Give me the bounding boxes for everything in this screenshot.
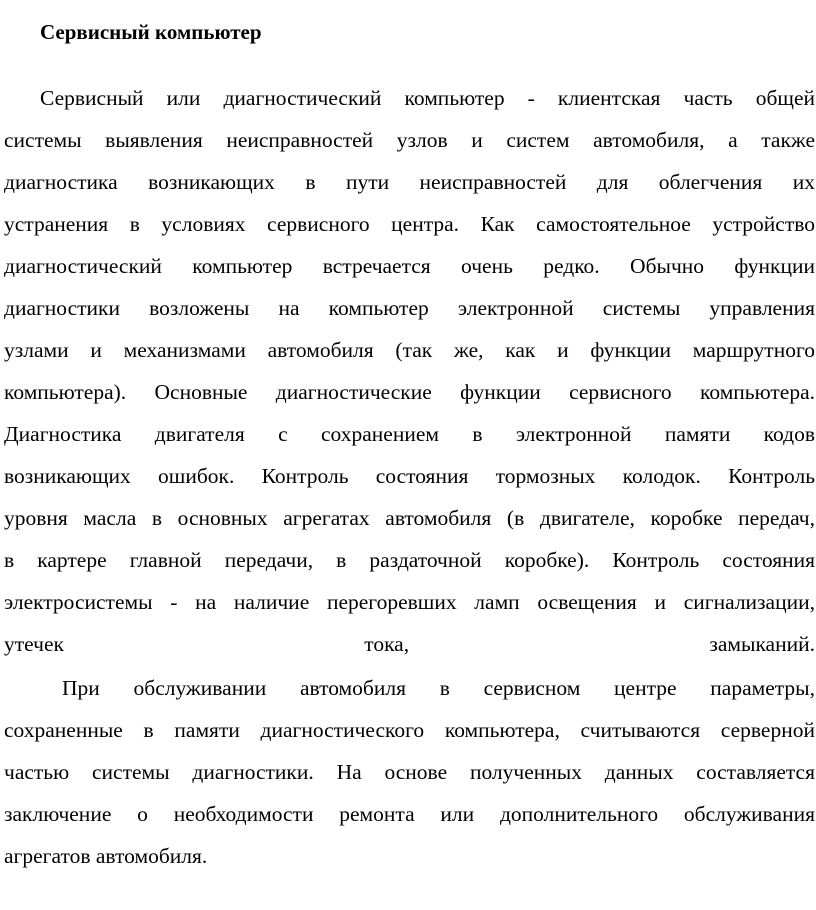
paragraph-1-line-12: в картере главной передачи, в раздаточной коробке). Контроль состояния [4, 548, 815, 572]
paragraph-1-line-4: устранения в условиях сервисного центра. Как самостоятельное устройство [4, 212, 815, 236]
paragraph-1-line-11: уровня масла в основных агрегатах автомобиля (в двигателе, коробке передач, [4, 506, 815, 530]
paragraph-1-line-8: компьютера). Основные диагностические функции сервисного компьютера. [4, 380, 815, 404]
paragraph-2-line-4: заключение о необходимости ремонта или дополнительного обслуживания [4, 802, 815, 826]
paragraph-1-line-3: диагностика возникающих в пути неисправностей для облегчения их [4, 170, 815, 194]
paragraph-1-line-14: утечек тока, замыканий. [4, 632, 815, 656]
paragraph-1-line-2: системы выявления неисправностей узлов и систем автомобиля, а также [4, 128, 815, 152]
paragraph-2-line-1: При обслуживании автомобиля в сервисном центре параметры, [62, 676, 815, 700]
paragraph-1-line-13: электросистемы - на наличие перегоревших ламп освещения и сигнализации, [4, 590, 815, 614]
paragraph-1-line-10: возникающих ошибок. Контроль состояния тормозных колодок. Контроль [4, 464, 815, 488]
paragraph-1-line-5: диагностический компьютер встречается очень редко. Обычно функции [4, 254, 815, 278]
paragraph-2-line-2: сохраненные в памяти диагностического компьютера, считываются серверной [4, 718, 815, 742]
paragraph-2-line-5: агрегатов автомобиля. [4, 844, 208, 868]
paragraph-2-line-3: частью системы диагностики. На основе полученных данных составляется [4, 760, 815, 784]
paragraph-1-line-9: Диагностика двигателя с сохранением в электронной памяти кодов [4, 422, 815, 446]
document-title: Сервисный компьютер [40, 20, 262, 44]
paragraph-1-line-1: Сервисный или диагностический компьютер - клиентская часть общей [40, 86, 815, 110]
paragraph-1-line-6: диагностики возложены на компьютер электронной системы управления [4, 296, 815, 320]
paragraph-1-line-7: узлами и механизмами автомобиля (так же, как и функции маршрутного [4, 338, 815, 362]
